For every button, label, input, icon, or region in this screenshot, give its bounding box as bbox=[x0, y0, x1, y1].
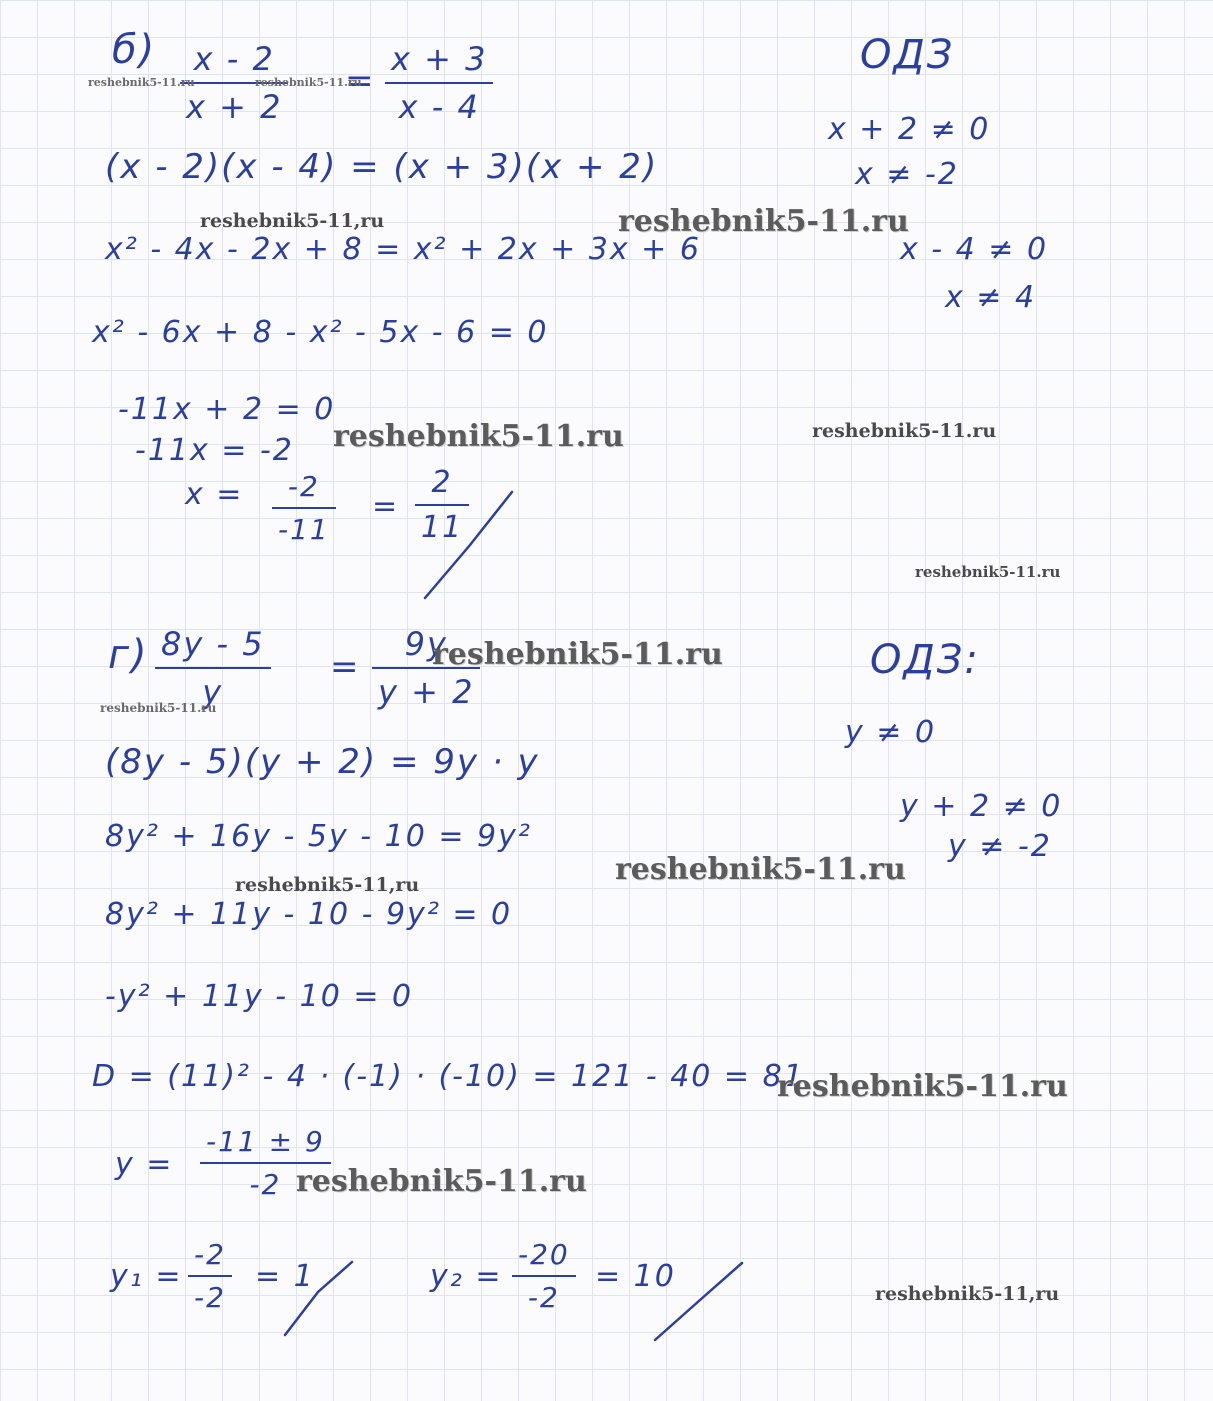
watermark: reshebnik5-11.ru bbox=[255, 76, 362, 89]
watermark: reshebnik5-11.ru bbox=[777, 1069, 1068, 1104]
part-g-frac-left-num: 8y - 5 bbox=[161, 625, 265, 663]
part-g-y1-frac bbox=[188, 1238, 232, 1314]
part-g-line-4: -y² + 11y - 10 = 0 bbox=[105, 979, 414, 1014]
part-g-odz-2: y + 2 ≠ 0 bbox=[900, 789, 1063, 824]
part-b-odz-2: x ≠ -2 bbox=[855, 157, 959, 192]
watermark: reshebnik5-11.ru bbox=[812, 420, 997, 442]
part-g-odz-title: ОДЗ: bbox=[870, 637, 980, 683]
part-g-line-2: 8y² + 16y - 5y - 10 = 9y² bbox=[105, 819, 532, 854]
part-b-line-6-eq: = bbox=[372, 489, 400, 524]
part-g-y-den: -2 bbox=[249, 1168, 282, 1201]
part-b-odz-3: x - 4 ≠ 0 bbox=[900, 232, 1049, 267]
part-b-line-5: -11x = -2 bbox=[135, 433, 294, 468]
part-b-frac-left-num: x - 2 bbox=[193, 40, 275, 78]
part-b-frac-right bbox=[385, 40, 493, 126]
watermark: reshebnik5-11.ru bbox=[615, 852, 906, 887]
part-b-result-num-2: 2 bbox=[431, 465, 453, 500]
part-b-line-6-lhs: x = bbox=[185, 477, 244, 512]
part-g-frac-left-den: y bbox=[202, 673, 224, 711]
part-g-y-lhs: y = bbox=[115, 1147, 174, 1182]
part-g-line-1: (8y - 5)(y + 2) = 9y · y bbox=[105, 742, 540, 782]
watermark: reshebnik5-11.ru bbox=[88, 76, 195, 89]
watermark: reshebnik5-11.ru bbox=[100, 701, 217, 715]
part-g-odz-3: y ≠ -2 bbox=[948, 829, 1052, 864]
watermark: reshebnik5-11.ru bbox=[296, 1164, 587, 1199]
part-b-odz-title: ОДЗ bbox=[860, 32, 955, 78]
part-g-frac-left bbox=[155, 625, 271, 711]
part-b-result-num-1: -2 bbox=[287, 470, 320, 503]
part-g-y1-num: -2 bbox=[194, 1238, 226, 1271]
watermark: reshebnik5-11,ru bbox=[235, 874, 420, 896]
watermark: reshebnik5-11,ru bbox=[200, 210, 385, 232]
part-g-y1-result: = 1 bbox=[255, 1259, 315, 1294]
part-b-result-frac-2 bbox=[415, 465, 469, 545]
part-b-frac-right-den: x - 4 bbox=[398, 88, 480, 126]
part-g-y2-num: -20 bbox=[518, 1238, 570, 1271]
part-g-y1-lhs: y₁ = bbox=[110, 1259, 183, 1294]
part-g-discriminant: D = (11)² - 4 · (-1) · (-10) = 121 - 40 = 81 bbox=[92, 1059, 805, 1094]
watermark: reshebnik5-11,ru bbox=[875, 1283, 1060, 1305]
part-b-odz-1: x + 2 ≠ 0 bbox=[828, 112, 991, 147]
part-g-line-3: 8y² + 11y - 10 - 9y² = 0 bbox=[105, 897, 513, 932]
watermark: reshebnik5-11.ru bbox=[618, 204, 909, 239]
part-b-result-den-1: -11 bbox=[278, 513, 330, 546]
part-g-odz-1: y ≠ 0 bbox=[845, 715, 937, 750]
part-b-line-1: (x - 2)(x - 4) = (x + 3)(x + 2) bbox=[105, 147, 659, 187]
part-g-y2-result: = 10 bbox=[595, 1259, 676, 1294]
part-g-y2-frac bbox=[512, 1238, 576, 1314]
watermark: reshebnik5-11.ru bbox=[432, 637, 723, 672]
part-b-frac-right-num: x + 3 bbox=[391, 40, 488, 78]
part-g-y1-den: -2 bbox=[194, 1281, 226, 1314]
part-b-result-frac-1 bbox=[272, 470, 336, 546]
part-b-line-4: -11x + 2 = 0 bbox=[118, 392, 336, 427]
part-b-frac-left-den: x + 2 bbox=[186, 88, 283, 126]
part-b-line-3: x² - 6x + 8 - x² - 5x - 6 = 0 bbox=[92, 315, 549, 350]
part-g-frac-right-num: 9y bbox=[404, 625, 448, 663]
part-b-label: б) bbox=[112, 27, 157, 73]
part-g-equals: = bbox=[330, 647, 361, 687]
part-b-odz-4: x ≠ 4 bbox=[945, 280, 1037, 315]
part-g-frac-right-den: y + 2 bbox=[378, 673, 475, 711]
part-g-y2-den: -2 bbox=[527, 1281, 560, 1314]
part-b-equals: = bbox=[345, 61, 376, 101]
watermark: reshebnik5-11.ru bbox=[915, 563, 1061, 581]
part-b-result-den-2: 11 bbox=[421, 510, 464, 545]
part-g-y2-lhs: y₂ = bbox=[430, 1259, 503, 1294]
part-g-label: г) bbox=[108, 632, 149, 678]
part-b-line-2: x² - 4x - 2x + 8 = x² + 2x + 3x + 6 bbox=[105, 232, 701, 267]
part-g-y-num: -11 ± 9 bbox=[206, 1125, 325, 1158]
watermark: reshebnik5-11.ru bbox=[333, 419, 624, 454]
